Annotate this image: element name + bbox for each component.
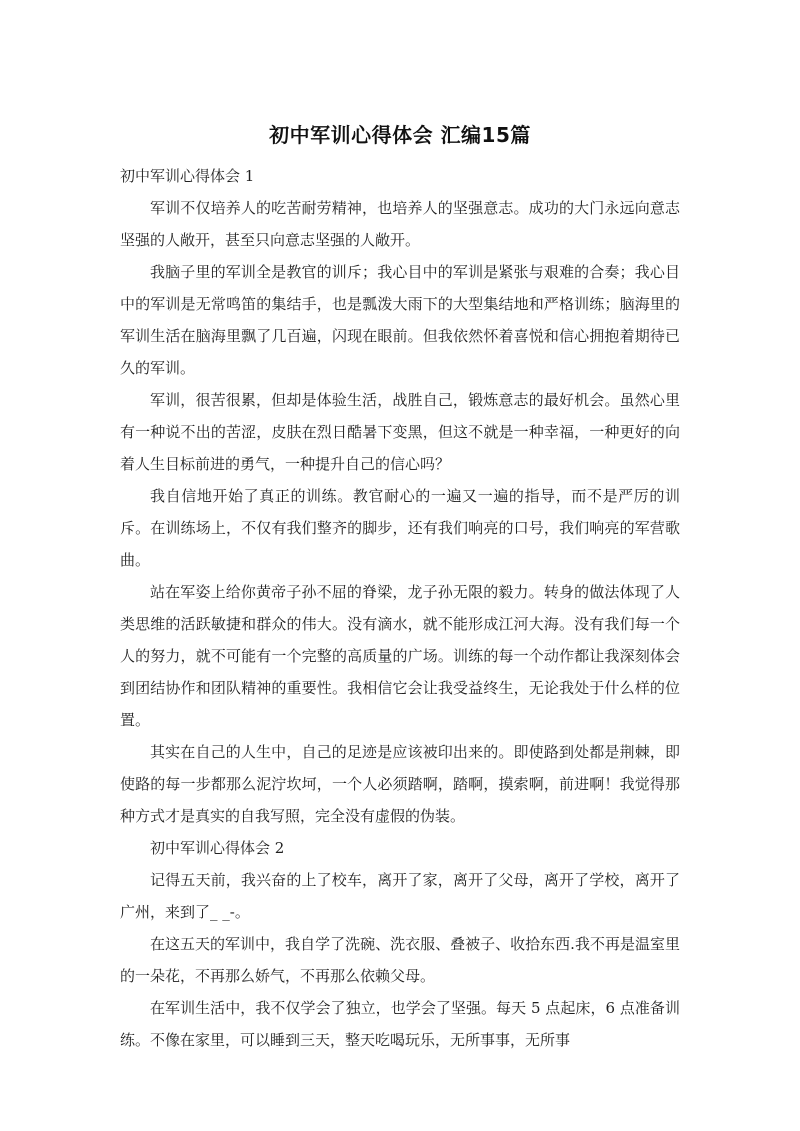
section-heading-2: 初中军训心得体会 2 [150, 839, 285, 857]
paragraph: 我脑子里的军训全是教官的训斥；我心目中的军训是紧张与艰难的合奏；我心目中的军训是无常鸣笛的集结手，也是瓢泼大雨下的大型集结地和严格训练；脑海里的军训生活在脑海里飘了几百遍，闪现在眼前。但我依然怀着喜悦和信心拥抱着期待已久的军训。 [120, 263, 680, 377]
paragraph: 军训不仅培养人的吃苦耐劳精神，也培养人的坚强意志。成功的大门永远向意志坚强的人敞开，甚至只向意志坚强的人敞开。 [120, 199, 680, 249]
paragraph: 其实在自己的人生中，自己的足迹是应该被印出来的。即使路到处都是荆棘，即使路的每一步都那么泥泞坎坷，一个人必须踏啊，踏啊，摸索啊，前进啊！我觉得那种方式才是真实的自我写照，完全没有虚假的伪装。 [120, 743, 680, 825]
paragraph: 站在军姿上给你黄帝子孙不屈的脊梁，龙子孙无限的毅力。转身的做法体现了人类思维的活跃敏捷和群众的伟大。没有滴水，就不能形成江河大海。没有我们每一个人的努力，就不可能有一个完整的高质量的广场。训练的每一个动作都让我深刻体会到团结协作和团队精神的重要性。我相信它会让我受益终生，无论我处于什么样的位置。 [120, 583, 680, 729]
document-title: 初中军训心得体会 汇编15篇 [269, 123, 531, 147]
paragraph: 军训，很苦很累，但却是体验生活，战胜自己，锻炼意志的最好机会。虽然心里有一种说不出的苦涩，皮肤在烈日酷暑下变黑，但这不就是一种幸福，一种更好的向着人生目标前进的勇气，一种提升自己的信心吗？ [120, 391, 680, 473]
document-body [120, 160, 680, 1056]
paragraph: 在这五天的军训中，我自学了洗碗、洗衣服、叠被子、收拾东西.我不再是温室里的一朵花，不再那么娇气，不再那么依赖父母。 [120, 935, 680, 985]
section-heading-1: 初中军训心得体会 1 [120, 167, 255, 185]
paragraph: 我自信地开始了真正的训练。教官耐心的一遍又一遍的指导，而不是严厉的训斥。在训练场上，不仅有我们整齐的脚步，还有我们响亮的口号，我们响亮的军营歌曲。 [120, 487, 680, 569]
paragraph: 记得五天前，我兴奋的上了校车，离开了家，离开了父母，离开了学校，离开了广州，来到了_ _-。 [120, 871, 680, 921]
paragraph: 在军训生活中，我不仅学会了独立，也学会了坚强。每天 5 点起床，6 点准备训练。不像在家里，可以睡到三天，整天吃喝玩乐，无所事事，无所事 [120, 999, 680, 1049]
